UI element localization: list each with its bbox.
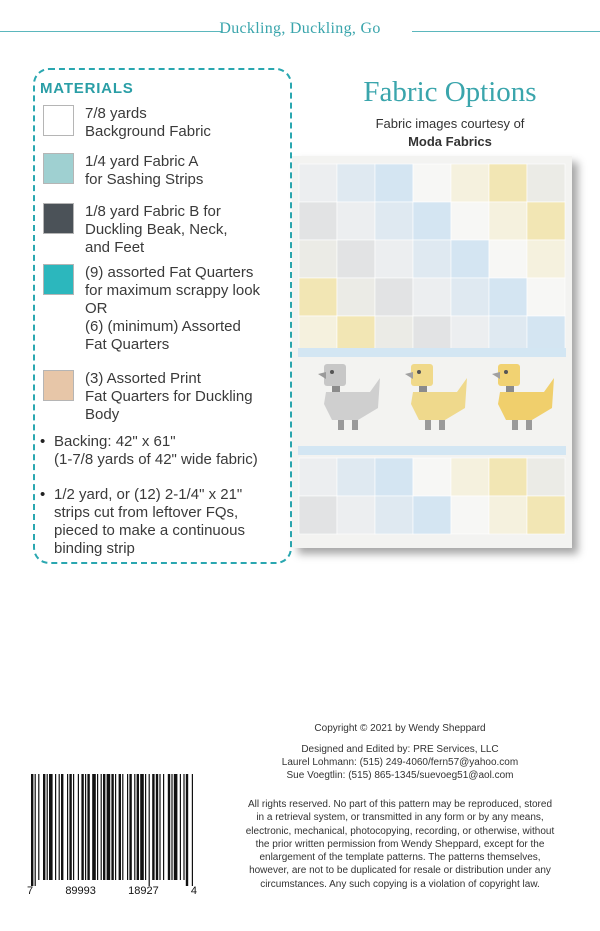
barcode-bar (92, 774, 96, 880)
rights-line: in a retrieval system, or transmitted in any form or by any means, (256, 812, 544, 824)
bullet-text (54, 486, 245, 558)
material-line: Fat Quarters for Duckling (85, 388, 253, 405)
material-line: Body (85, 406, 120, 423)
barcode-bar (180, 774, 181, 880)
quilt-square (451, 202, 489, 240)
quilt-square (337, 202, 375, 240)
editor-credit: Designed and Edited by: PRE Services, LLC (301, 744, 499, 755)
barcode-bar (55, 774, 56, 880)
quilt-square (527, 496, 565, 534)
barcode-image (27, 770, 197, 900)
quilt-square (375, 240, 413, 278)
material-line: (6) (minimum) Assorted (85, 318, 241, 335)
contact-sue: Sue Voegtlin: (515) 865-1345/suevoeg51@aol.com (286, 770, 514, 781)
material-item (43, 203, 228, 257)
barcode-bar (81, 774, 83, 880)
quilt-square (299, 496, 337, 534)
barcode-digit-group: 4 (190, 885, 197, 897)
rights-notice (200, 798, 600, 891)
barcode-bar (168, 774, 170, 880)
quilt-square (337, 458, 375, 496)
fabric-credit-line: Fabric images courtesy of (375, 116, 525, 131)
material-line: 1/4 yard Fabric A (85, 153, 199, 170)
quilt-square (451, 164, 489, 202)
barcode-bar (61, 774, 63, 880)
barcode-bar (107, 774, 111, 880)
quilt-square (413, 202, 451, 240)
material-line: (9) assorted Fat Quarters (85, 264, 254, 281)
bullet-line: pieced to make a continuous (54, 522, 245, 539)
barcode-bar (134, 774, 135, 880)
material-line: (3) Assorted Print (85, 370, 201, 387)
quilt-square (489, 458, 527, 496)
barcode-bar (85, 774, 86, 880)
barcode-digits (27, 885, 197, 897)
quilt-square (527, 458, 565, 496)
material-line: Background Fabric (85, 123, 211, 140)
copyright-line: Copyright © 2021 by Wendy Sheppard (314, 723, 486, 734)
material-line: OR (85, 300, 108, 317)
quilt-top-squares (299, 164, 565, 354)
barcode-bar (47, 774, 48, 880)
bullet-line: (1-7/8 yards of 42" wide fabric) (54, 451, 258, 468)
barcode-bar (163, 774, 164, 880)
fabric-swatch (43, 203, 74, 234)
material-line: 7/8 yards (85, 105, 147, 122)
fabric-swatch (43, 370, 74, 401)
pattern-title: Duckling, Duckling, Go (219, 20, 381, 37)
sashing-strip-bottom (298, 446, 566, 455)
material-line: and Feet (85, 239, 145, 256)
material-line: for Sashing Strips (85, 171, 204, 188)
quilt-square (527, 164, 565, 202)
barcode-bar (186, 774, 188, 886)
barcode-bar (49, 774, 53, 880)
barcode-bar (87, 774, 89, 880)
materials-bullet (40, 433, 258, 469)
barcode-bar (140, 774, 144, 880)
bullet-icon: • (40, 433, 46, 450)
quilt-bottom-squares (299, 458, 565, 534)
quilt-square (527, 278, 565, 316)
quilt-square (489, 202, 527, 240)
barcode-bar (111, 774, 113, 880)
quilt-square (451, 496, 489, 534)
rights-line: the prior written permission from Wendy Sheppard, except for the (255, 838, 545, 850)
quilt-square (413, 278, 451, 316)
quilt-square (413, 240, 451, 278)
quilt-square (337, 278, 375, 316)
quilt-square (489, 240, 527, 278)
barcode-bar (149, 774, 150, 886)
material-text (85, 105, 211, 141)
quilt-square (527, 202, 565, 240)
barcode-bar (119, 774, 121, 880)
quilt-square (489, 278, 527, 316)
barcode-bar (192, 774, 193, 886)
fabric-swatch (43, 153, 74, 184)
quilt-square (299, 202, 337, 240)
quilt-square (299, 164, 337, 202)
bullet-icon: • (40, 486, 46, 503)
barcode-bar (73, 774, 74, 880)
material-line: for maximum scrappy look (85, 282, 261, 299)
quilt-square (375, 278, 413, 316)
barcode-bar (67, 774, 68, 880)
barcode-bar (78, 774, 79, 880)
quilt-square (375, 202, 413, 240)
barcode-bar (38, 774, 39, 880)
barcode-digit-group: 18927 (128, 885, 159, 897)
rights-line: circumstances. Any such copying is a violation of copyright law. (260, 878, 540, 890)
material-item (43, 370, 253, 424)
quilt-square (337, 496, 375, 534)
barcode-digit-group: 89993 (65, 885, 96, 897)
rights-line: however, are not to be duplicated for resale or distribution under any (249, 865, 551, 877)
barcode-bar (122, 774, 123, 880)
quilt-square (337, 164, 375, 202)
barcode-bar (69, 774, 71, 880)
barcode-bar (103, 774, 105, 880)
barcode-bar (101, 774, 102, 880)
barcode-bar (35, 774, 36, 886)
barcode-bar (97, 774, 98, 880)
bullet-line: binding strip (54, 540, 135, 557)
barcode-bar (59, 774, 60, 880)
material-item (43, 105, 211, 141)
quilt-square (489, 496, 527, 534)
rights-line: electronic, mechanical, photocopying, recording, or otherwise, without (245, 825, 555, 837)
sashing-strip-top (298, 348, 566, 357)
bullet-line: 1/2 yard, or (12) 2-1/4" x 21" (54, 486, 243, 503)
quilt-image (292, 156, 572, 548)
barcode-digit-group: 7 (27, 885, 34, 897)
barcode-bar (43, 774, 45, 880)
barcode-bar (145, 774, 146, 880)
barcode-bar (127, 774, 128, 880)
quilt-square (299, 458, 337, 496)
bullet-line: Backing: 42" x 61" (54, 433, 176, 450)
materials-heading: MATERIALS (40, 80, 134, 97)
quilt-square (413, 496, 451, 534)
rights-line: All rights reserved. No part of this pattern may be reproduced, stored (247, 799, 553, 810)
barcode-bar (115, 774, 116, 880)
quilt-square (299, 278, 337, 316)
quilt-square (299, 240, 337, 278)
material-line: 1/8 yard Fabric B for (85, 203, 221, 220)
bullet-line: strips cut from leftover FQs, (54, 504, 239, 521)
barcode-bar (159, 774, 160, 880)
quilt-square (413, 164, 451, 202)
material-line: Duckling Beak, Neck, (85, 221, 228, 238)
quilt-square (451, 240, 489, 278)
bullet-text (54, 433, 258, 469)
material-text (85, 370, 253, 424)
material-text (85, 264, 260, 354)
quilt-square (337, 240, 375, 278)
rights-line: enlargement of the template patterns. The patterns themselves, (259, 852, 541, 864)
quilt-square (451, 458, 489, 496)
quilt-square (413, 458, 451, 496)
quilt-square (489, 164, 527, 202)
material-item (43, 153, 203, 189)
fabric-brand: Moda Fabrics (408, 134, 492, 149)
fabric-options-title: Fabric Options (363, 76, 537, 108)
copyright-block (200, 722, 600, 782)
contact-laurel: Laurel Lohmann: (515) 249-4060/fern57@yahoo.com (281, 757, 519, 768)
quilt-square (527, 240, 565, 278)
fabric-swatch (43, 264, 74, 295)
quilt-square (451, 278, 489, 316)
material-line: Fat Quarters (85, 336, 170, 353)
barcode-bar (156, 774, 158, 880)
barcode-bar (183, 774, 184, 880)
barcode-bar (137, 774, 139, 880)
fabric-swatch (43, 105, 74, 136)
material-item (43, 264, 260, 354)
barcode-bar (174, 774, 178, 880)
quilt-square (375, 458, 413, 496)
materials-bullet (40, 486, 245, 558)
barcode-bar (152, 774, 154, 880)
barcode-bar (31, 774, 33, 886)
material-text (85, 153, 203, 189)
material-text (85, 203, 228, 257)
quilt-square (375, 496, 413, 534)
barcode-bar (171, 774, 172, 880)
fabric-options-credit (300, 115, 600, 151)
quilt-square (375, 164, 413, 202)
barcode-bar (129, 774, 131, 880)
